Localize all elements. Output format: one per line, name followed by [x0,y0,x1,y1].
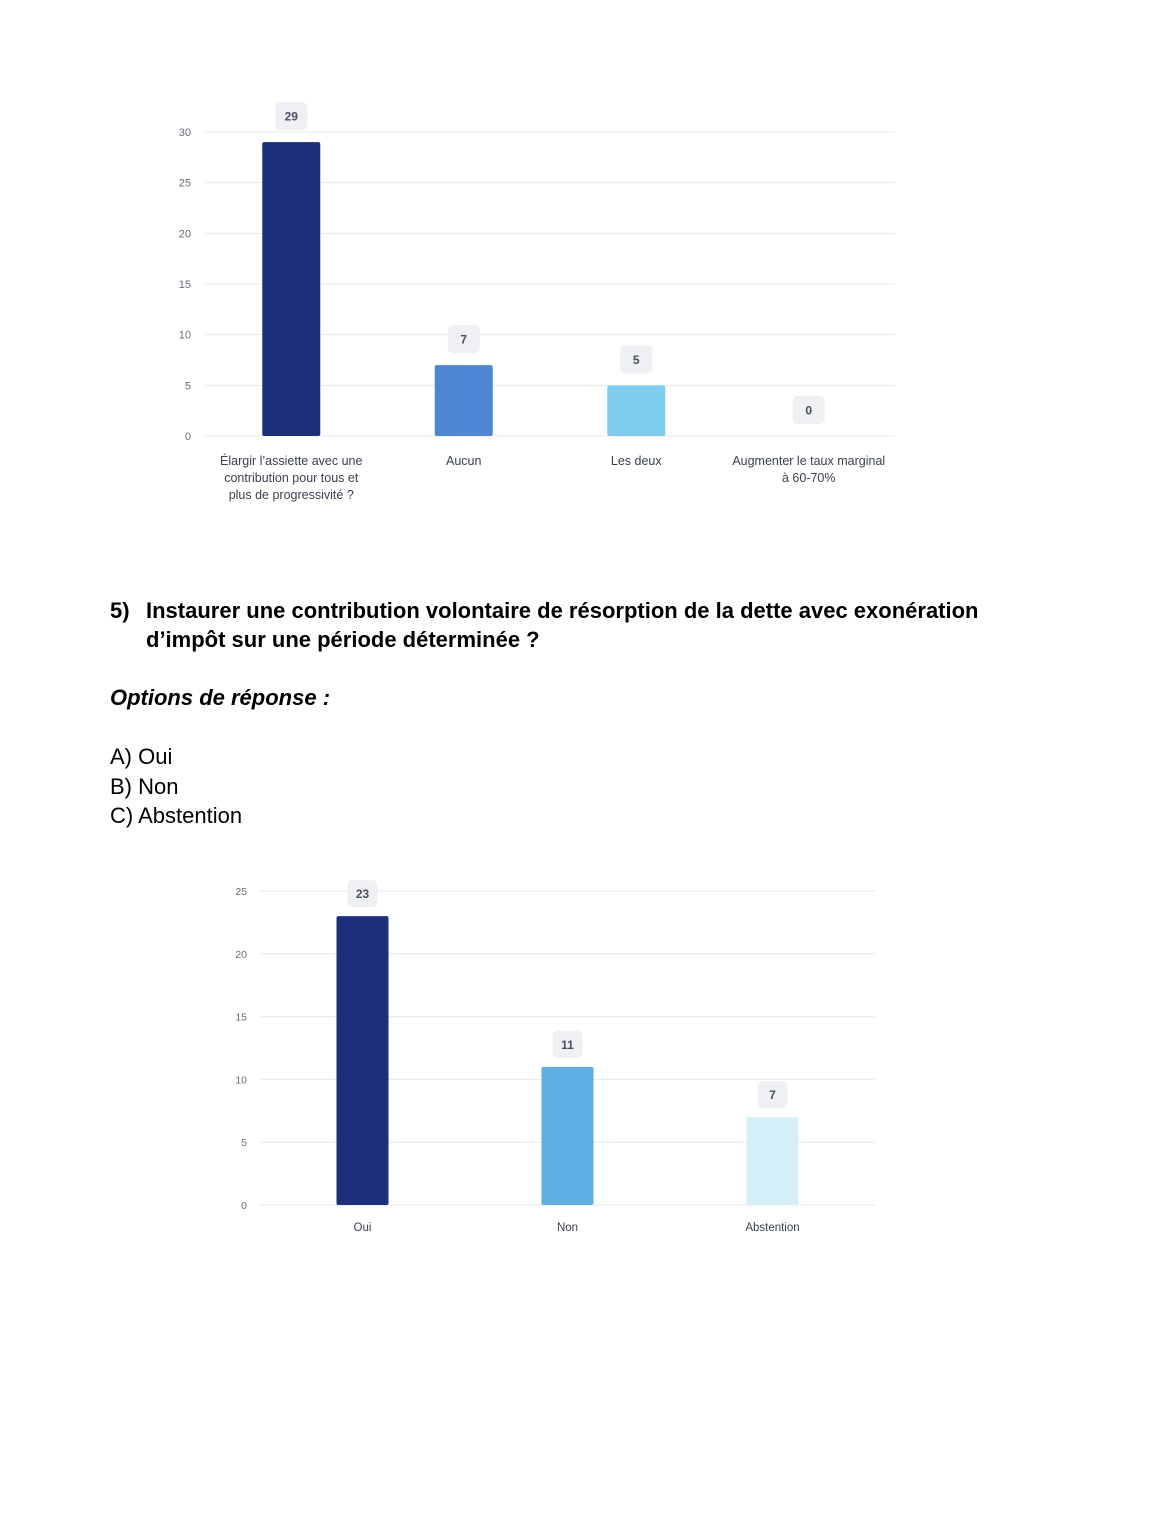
y-tick-label: 0 [241,1200,247,1212]
bar-0 [262,142,320,436]
bar-2 [607,385,665,436]
bar-2 [747,1117,799,1205]
category-label: Élargir l’assiette avec une [220,454,363,468]
y-tick-label: 30 [178,127,191,139]
category-label: Oui [353,1222,372,1234]
category-label: Aucun [446,454,482,468]
y-tick-label: 25 [178,177,191,190]
y-tick-label: 20 [178,228,191,241]
category-label: à 60-70% [781,471,836,485]
y-tick-label: 0 [184,431,191,443]
question-text-line-2: d’impôt sur une période déterminée ? [146,627,540,652]
data-label: 7 [769,1088,776,1103]
y-tick-label: 20 [235,948,247,961]
bar-1 [542,1067,594,1205]
options-title: Options de réponse : [110,685,331,710]
question-number: 5) [110,598,130,623]
data-label: 11 [561,1037,574,1052]
option-a: A) Oui [110,744,173,769]
y-tick-label: 10 [235,1074,247,1087]
category-label: Non [556,1222,579,1234]
data-label: 5 [632,352,640,367]
data-label: 23 [355,887,370,902]
category-label: Augmenter le taux marginal [732,454,886,468]
y-tick-label: 5 [241,1137,247,1150]
category-label: plus de progressivité ? [228,488,354,502]
bar-chart-1 [150,95,910,515]
options-list [110,742,242,831]
data-label: 7 [460,332,468,347]
category-label: contribution pour tous et [224,471,359,485]
bar-1 [435,365,493,436]
question-text-line-1: Instaurer une contribution volontaire de résorption de la dette avec exonération [146,598,979,623]
option-c: C) Abstention [110,803,243,828]
chart-svg [215,875,895,1245]
category-label: Les deux [610,454,662,468]
chart-svg [150,95,910,515]
data-label: 0 [805,403,813,418]
option-b: B) Non [110,773,179,799]
category-label: Abstention [745,1222,800,1234]
data-label: 29 [284,109,298,124]
y-tick-label: 15 [235,1011,247,1024]
y-tick-label: 5 [184,380,191,393]
y-tick-label: 10 [178,329,191,342]
y-tick-label: 15 [178,279,191,291]
bar-0 [337,916,389,1205]
question-heading [110,596,1070,654]
bar-chart-2 [215,875,895,1245]
y-tick-label: 25 [235,886,247,898]
